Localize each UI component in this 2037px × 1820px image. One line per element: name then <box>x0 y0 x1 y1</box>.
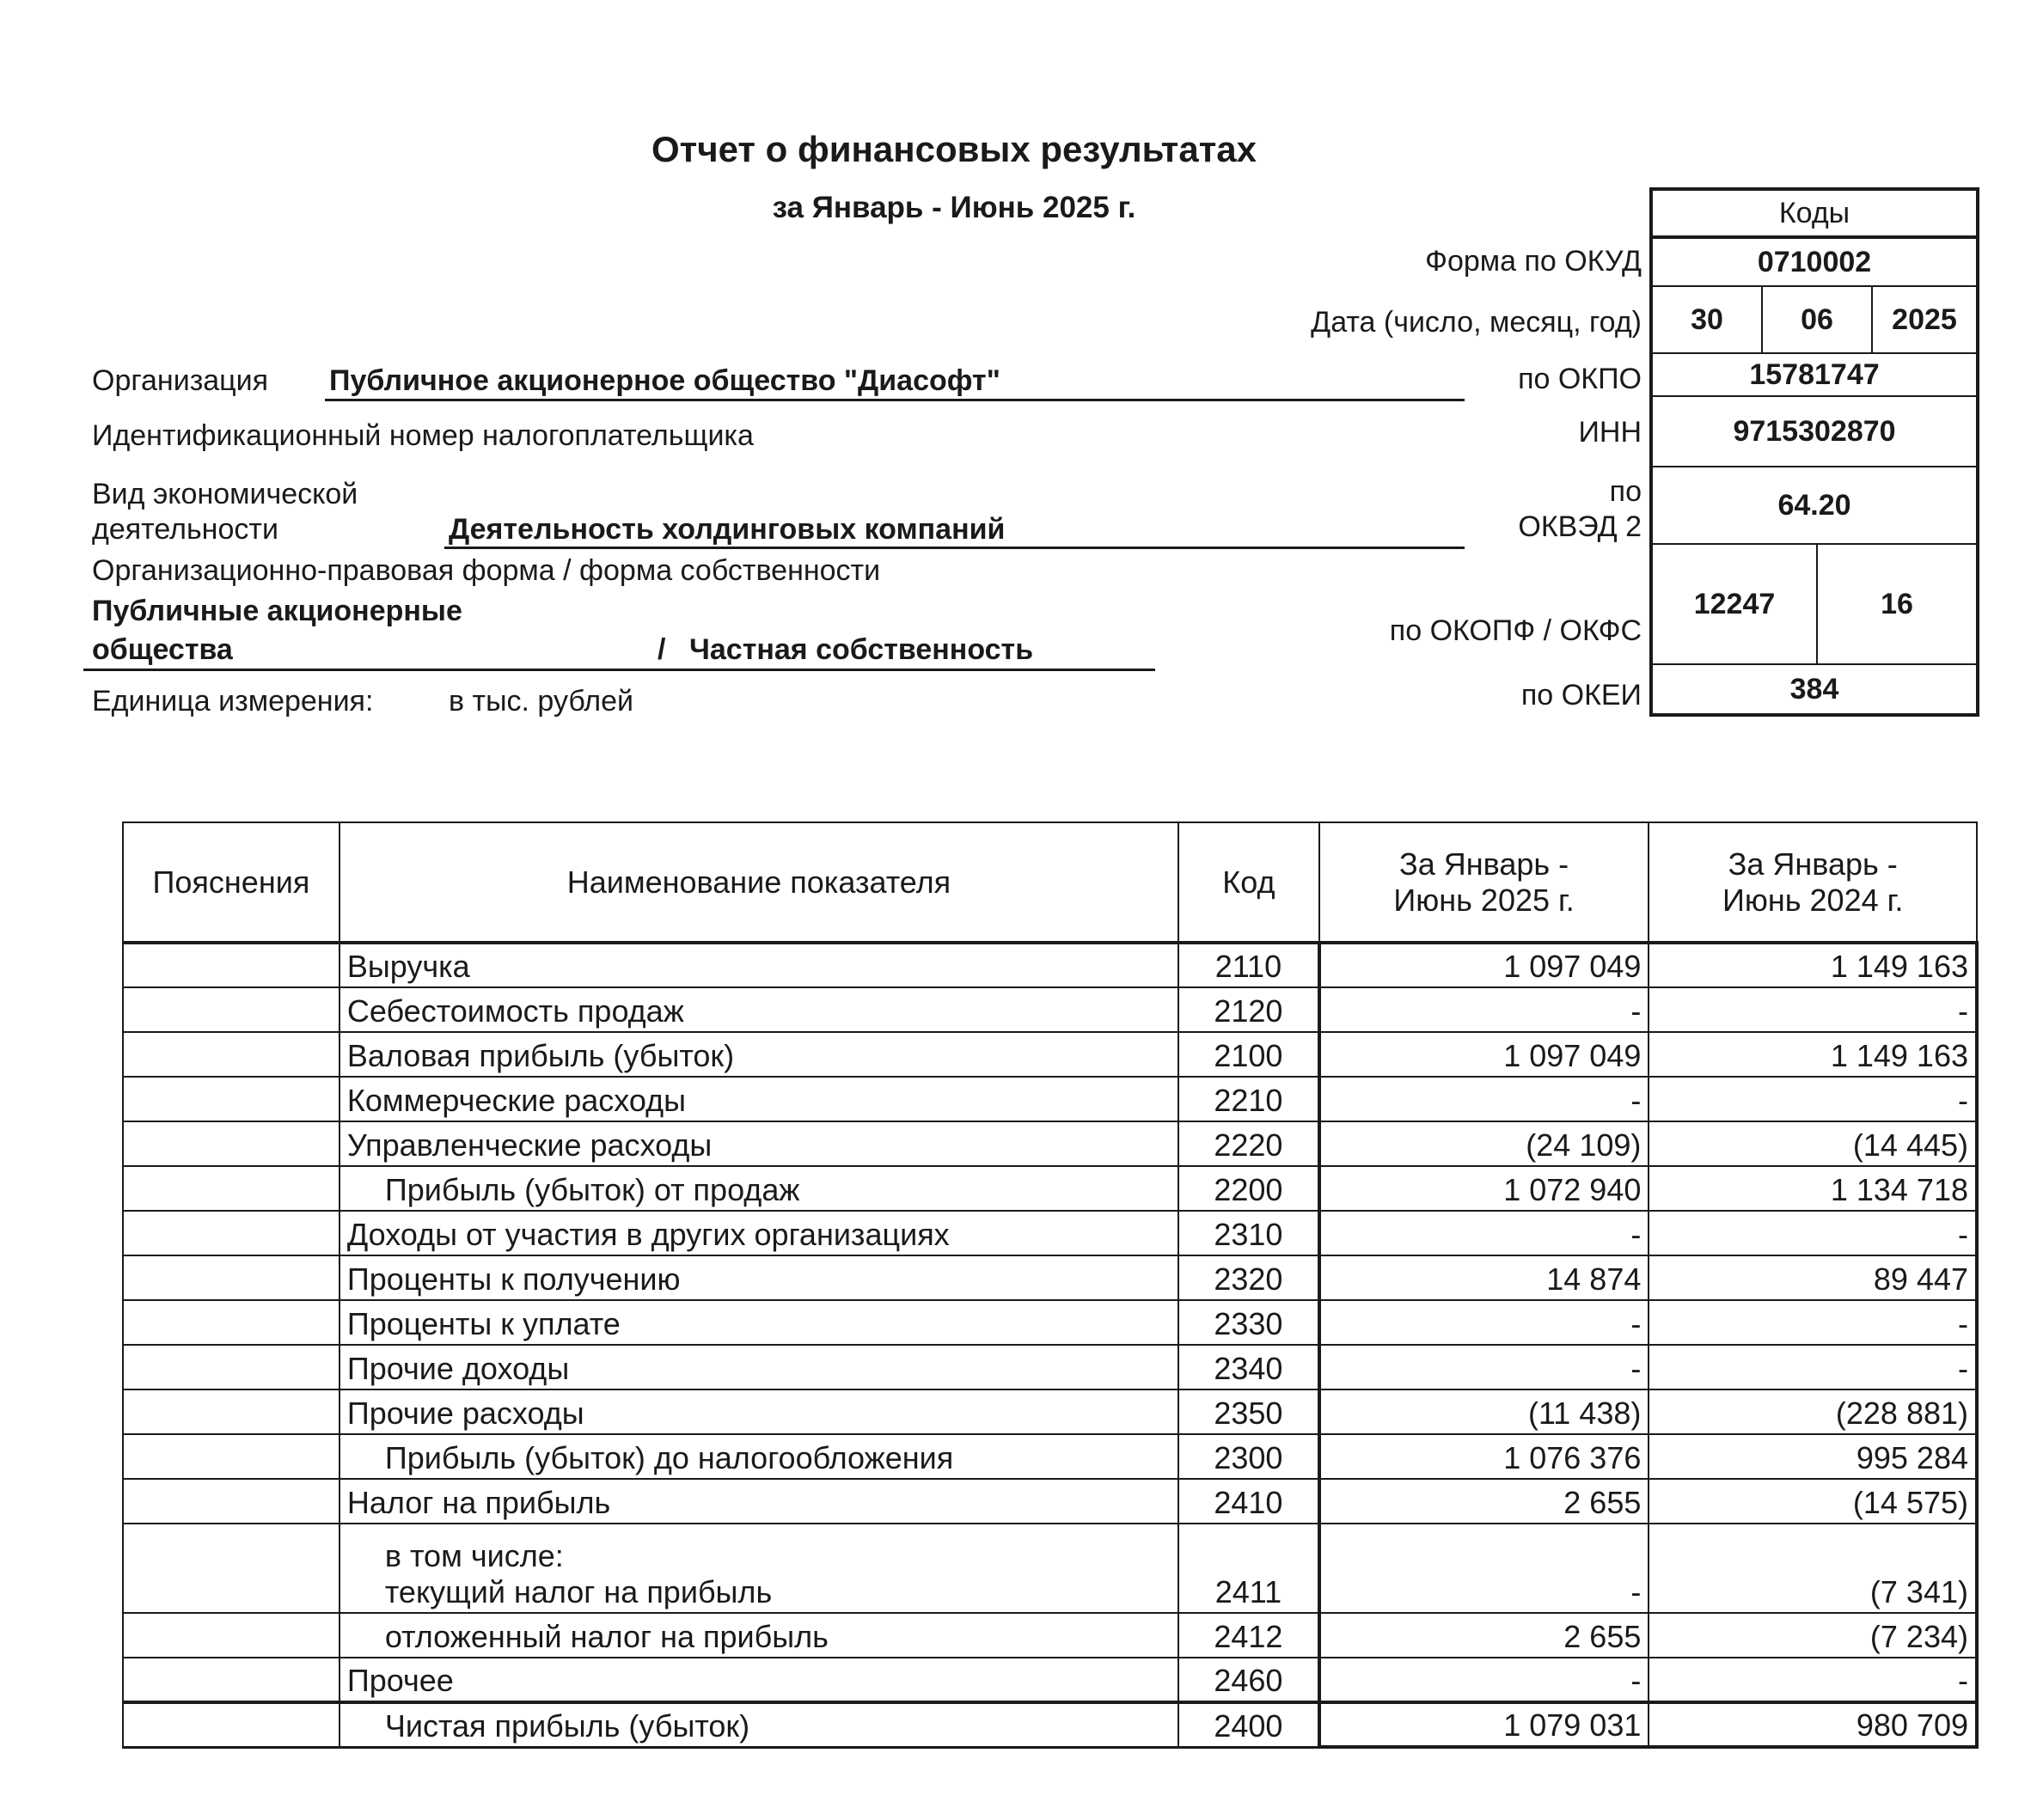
col-current-header: За Январь - Июнь 2025 г. <box>1319 822 1649 943</box>
okopf-code: 12247 <box>1693 587 1776 620</box>
row-previous: - <box>1649 987 1977 1032</box>
table-row <box>123 1300 1977 1345</box>
activity-label-2: деятельности <box>92 513 278 546</box>
row-current: - <box>1319 1300 1649 1345</box>
row-code: 2350 <box>1178 1389 1319 1434</box>
row-current: 1 076 376 <box>1319 1434 1649 1479</box>
row-name-multiline <box>340 1524 1178 1613</box>
form-caption: Организационно-правовая форма / форма собственности <box>92 554 881 587</box>
col-notes-header: Пояснения <box>123 822 340 943</box>
table-row <box>123 1613 1977 1658</box>
notes-cell <box>123 1524 340 1613</box>
date-year: 2025 <box>1871 287 1976 352</box>
row-code: 2460 <box>1178 1658 1319 1702</box>
table-row <box>123 1121 1977 1166</box>
row-previous: 995 284 <box>1649 1434 1977 1479</box>
date-cells <box>1653 285 1976 352</box>
inn-caption: Идентификационный номер налогоплательщика <box>92 419 754 452</box>
row-current: - <box>1319 1658 1649 1702</box>
inn-label: ИНН <box>1578 416 1642 449</box>
okopf-okfs-cells <box>1653 543 1976 663</box>
row-current: - <box>1319 1345 1649 1389</box>
notes-cell <box>123 1702 340 1747</box>
col-name-header: Наименование показателя <box>340 822 1178 943</box>
notes-cell <box>123 943 340 987</box>
notes-cell <box>123 1166 340 1211</box>
report-title: Отчет о финансовых результатах <box>651 129 1257 169</box>
row-name: Проценты к уплате <box>340 1300 1178 1345</box>
okei-code: 384 <box>1653 663 1976 713</box>
notes-cell <box>123 1121 340 1166</box>
row-previous: - <box>1649 1300 1977 1345</box>
table-row <box>123 1524 1977 1613</box>
row-name: Проценты к получению <box>340 1255 1178 1300</box>
row-code: 2210 <box>1178 1077 1319 1121</box>
row-name: Чистая прибыль (убыток) <box>340 1702 1178 1747</box>
table-row <box>123 943 1977 987</box>
okved-label-2: ОКВЭД 2 <box>1518 510 1642 543</box>
okei-label: по ОКЕИ <box>1520 679 1642 712</box>
notes-cell <box>123 1345 340 1389</box>
row-code: 2300 <box>1178 1434 1319 1479</box>
okud-code: 0710002 <box>1653 235 1976 285</box>
row-name: текущий налог на прибыль <box>384 1574 773 1609</box>
row-code: 2330 <box>1178 1300 1319 1345</box>
date-day: 30 <box>1691 302 1723 336</box>
table-row <box>123 987 1977 1032</box>
col-previous-header: За Январь - Июнь 2024 г. <box>1649 822 1977 943</box>
row-previous: (7 234) <box>1649 1613 1977 1658</box>
row-current: - <box>1319 987 1649 1032</box>
inn-code: 9715302870 <box>1653 395 1976 466</box>
row-name: Прочее <box>340 1658 1178 1702</box>
row-code: 2400 <box>1178 1702 1319 1747</box>
notes-cell <box>123 987 340 1032</box>
row-name: Налог на прибыль <box>340 1479 1178 1524</box>
table-row <box>123 1077 1977 1121</box>
notes-cell <box>123 1300 340 1345</box>
row-previous: (7 341) <box>1649 1524 1977 1613</box>
row-name: Доходы от участия в других организациях <box>340 1211 1178 1255</box>
okfs-code: 16 <box>1816 545 1976 663</box>
row-current: 14 874 <box>1319 1255 1649 1300</box>
table-row <box>123 1211 1977 1255</box>
notes-cell <box>123 1211 340 1255</box>
row-previous: - <box>1649 1211 1977 1255</box>
table-row <box>123 1479 1977 1524</box>
unit-value: в тыс. рублей <box>449 685 634 718</box>
slash: / <box>658 633 666 666</box>
row-name: Прибыль (убыток) до налогообложения <box>340 1434 1178 1479</box>
notes-cell <box>123 1389 340 1434</box>
row-current: 1 079 031 <box>1319 1702 1649 1747</box>
row-previous: - <box>1649 1077 1977 1121</box>
ownership-value: Частная собственность <box>689 633 1034 666</box>
okpo-label: по ОКПО <box>1518 363 1642 395</box>
row-previous: - <box>1649 1345 1977 1389</box>
row-previous: (14 445) <box>1649 1121 1977 1166</box>
activity-value: Деятельность холдинговых компаний <box>449 513 1006 546</box>
row-code: 2320 <box>1178 1255 1319 1300</box>
notes-cell <box>123 1479 340 1524</box>
row-current: - <box>1319 1211 1649 1255</box>
row-name: Валовая прибыль (убыток) <box>340 1032 1178 1077</box>
table-row <box>123 1658 1977 1702</box>
okved-label-1: по <box>1609 475 1642 508</box>
notes-cell <box>123 1434 340 1479</box>
activity-underline <box>444 547 1465 549</box>
codes-box <box>1649 187 1979 717</box>
table-row-total <box>123 1702 1977 1747</box>
row-name: отложенный налог на прибыль <box>340 1613 1178 1658</box>
activity-label-1: Вид экономической <box>92 478 358 510</box>
row-current: - <box>1319 1524 1649 1613</box>
row-previous: 1 149 163 <box>1649 943 1977 987</box>
row-code: 2310 <box>1178 1211 1319 1255</box>
row-previous: - <box>1649 1658 1977 1702</box>
row-code: 2110 <box>1178 943 1319 987</box>
table-row <box>123 1255 1977 1300</box>
table-header-row <box>123 822 1977 943</box>
unit-label: Единица измерения: <box>92 685 374 718</box>
row-current: (24 109) <box>1319 1121 1649 1166</box>
row-previous: 1 134 718 <box>1649 1166 1977 1211</box>
notes-cell <box>123 1613 340 1658</box>
table-row <box>123 1389 1977 1434</box>
org-underline <box>325 399 1465 401</box>
row-current: 2 655 <box>1319 1613 1649 1658</box>
row-name: Прочие доходы <box>340 1345 1178 1389</box>
row-previous: (14 575) <box>1649 1479 1977 1524</box>
row-current: 1 097 049 <box>1319 1032 1649 1077</box>
notes-cell <box>123 1658 340 1702</box>
row-code: 2120 <box>1178 987 1319 1032</box>
row-previous: (228 881) <box>1649 1389 1977 1434</box>
row-name: Выручка <box>340 943 1178 987</box>
table-row <box>123 1166 1977 1211</box>
okud-label: Форма по ОКУД <box>1425 245 1642 278</box>
row-name: Себестоимость продаж <box>340 987 1178 1032</box>
codes-header: Коды <box>1778 196 1850 229</box>
notes-cell <box>123 1032 340 1077</box>
table-row <box>123 1345 1977 1389</box>
row-code: 2200 <box>1178 1166 1319 1211</box>
financial-results-table <box>122 821 1979 1749</box>
row-name-prefix: в том числе: <box>384 1538 564 1573</box>
col-code-header: Код <box>1178 822 1319 943</box>
org-name: Публичное акционерное общество "Диасофт" <box>329 364 1000 397</box>
row-current: - <box>1319 1077 1649 1121</box>
row-current: (11 438) <box>1319 1389 1649 1434</box>
date-month: 06 <box>1761 287 1871 352</box>
row-current: 1 097 049 <box>1319 943 1649 987</box>
legal-form-1: Публичные акционерные <box>92 595 462 627</box>
row-code: 2220 <box>1178 1121 1319 1166</box>
form-underline <box>83 669 1155 671</box>
okopf-label: по ОКОПФ / ОКФС <box>1389 614 1642 647</box>
row-code: 2340 <box>1178 1345 1319 1389</box>
okpo-code: 15781747 <box>1653 352 1976 395</box>
table-row <box>123 1434 1977 1479</box>
row-previous: 980 709 <box>1649 1702 1977 1747</box>
row-code: 2411 <box>1178 1524 1319 1613</box>
notes-cell <box>123 1077 340 1121</box>
legal-form-2: общества <box>92 633 233 666</box>
date-label: Дата (число, месяц, год) <box>1311 306 1642 339</box>
table-row <box>123 1032 1977 1077</box>
row-name: Коммерческие расходы <box>340 1077 1178 1121</box>
row-name: Прочие расходы <box>340 1389 1178 1434</box>
okved-code: 64.20 <box>1653 466 1976 543</box>
notes-cell <box>123 1255 340 1300</box>
report-period: за Январь - Июнь 2025 г. <box>772 191 1136 224</box>
row-name: Управленческие расходы <box>340 1121 1178 1166</box>
row-current: 1 072 940 <box>1319 1166 1649 1211</box>
row-previous: 89 447 <box>1649 1255 1977 1300</box>
row-name: Прибыль (убыток) от продаж <box>340 1166 1178 1211</box>
org-label: Организация <box>92 364 269 397</box>
row-code: 2100 <box>1178 1032 1319 1077</box>
row-current: 2 655 <box>1319 1479 1649 1524</box>
row-code: 2410 <box>1178 1479 1319 1524</box>
row-previous: 1 149 163 <box>1649 1032 1977 1077</box>
row-code: 2412 <box>1178 1613 1319 1658</box>
